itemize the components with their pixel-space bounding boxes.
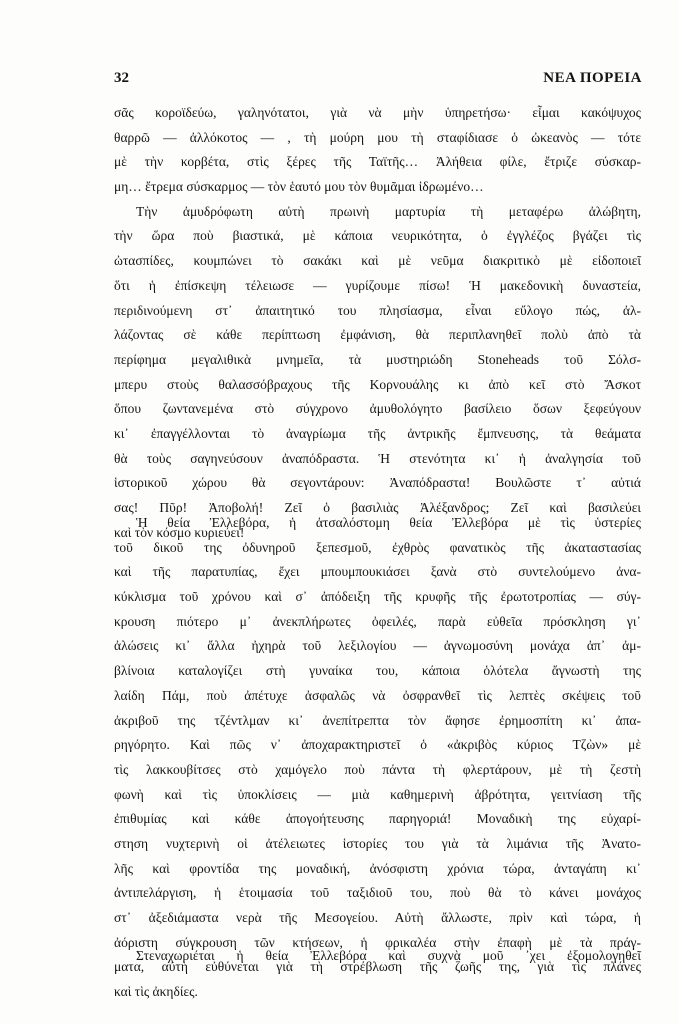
text-line: μὲ τὴν κορβέτα, στὶς ξέρες τῆς Ταϊτῆς… Ἀλήθεια φίλε, ἔτριζε σύσκαρ- <box>114 154 641 170</box>
text-line: θαρρῶ — ἀλλόκοτος — , τὴ μούρη μου τὴ σταφίδιασε ὁ ὠκεανὸς — τότε <box>114 129 641 145</box>
text-line: περιδινούμενη στ᾽ ἀπαιτητικό του πλησίασμα, εἶναι εὔλογο πώς, ἀλ- <box>114 302 641 318</box>
page-number: 32 <box>114 70 129 86</box>
paragraph <box>114 101 641 545</box>
text-line: περίφημα μεγαλιθικὰ μνημεῖα, τὰ μυστηριώδη Stoneheads τοῦ Σόλσ- <box>114 351 641 367</box>
text-line: ἀόριστη σύγκρουση τῶν κτήσεων, ἡ φρικαλέα στὴν ἐπαφὴ μὲ τὰ πράγ- <box>114 934 641 950</box>
text-line: καὶ τῆς παρατυπίας, ἔχει μπουμπουκιάσει ξανὰ στὸ συντελούμενο ἀνα- <box>114 564 641 580</box>
text-line: τοῦ δικοῦ της ὀδυνηροῦ ξεπεσμοῦ, ἐχθρὸς φανατικὸς τῆς ἀκαταστασίας <box>114 539 641 555</box>
text-line: σᾶς κοροϊδεύω, γαληνότατοι, γιὰ νὰ μὴν ὑπηρετήσω· εἶμαι κακόψυχος <box>114 105 641 120</box>
text-line: κύκλισμα τοῦ χρόνου καὶ σ᾽ ἀπόδειξη τῆς κρυφῆς τῆς ἐρωτοτροπίας — σύγ- <box>114 589 641 605</box>
text-line: ρηγόρητο. Καὶ πῶς ν᾽ ἀποχαρακτηριστεῖ ὁ «ἀκριβὸς κύριος Τζὼν» μὲ <box>114 737 641 753</box>
page-header <box>112 70 642 92</box>
text-line: τὶς λακκουβίτσες στὸ χαμόγελο ποὺ πάντα τὴ φλερτάρουν, μὲ τὴ ζεστὴ <box>114 761 641 777</box>
text-line: μπερυ στοὺς θαλασσόβραχους τῆς Κορνουάλης κι ἀπὸ κεῖ στὸ Ἄσκοτ <box>114 376 641 392</box>
text-line: ἀλώσεις κι᾽ ἄλλα ἠχηρὰ τοῦ λεξιλογίου — ἀγνωμοσύνη μονάχα ἀπ᾽ ἀμ- <box>114 638 641 654</box>
text-line: καὶ τὶς ἀκηδίες. <box>114 984 198 1000</box>
text-line: Ἡ θεία Ἐλλεβόρα, ἡ ἀτσαλόστομη θεία Ἐλλεβόρα μὲ τὶς ὑστερίες <box>136 515 641 530</box>
text-line: καὶ τὸν κόσμο κυριεύει! <box>114 524 245 540</box>
text-line: Στεναχωριέται ἡ θεία Ἐλλεβόρα καὶ συχνὰ μοῦ ᾽χει ἐξομολογηθεῖ <box>136 948 641 963</box>
paragraph <box>114 511 641 1005</box>
text-line: ἱστορικοῦ χώρου θὰ σεγοντάρουν: Ἀναπόδραστα! Βουλῶστε τ᾽ αὐτιά <box>114 475 641 491</box>
text-line: ἀντιπελάργιση, ἡ ἑτοιμασία τοῦ ταξιδιοῦ του, ποὺ θὰ τὸ κάνει μονάχος <box>114 885 641 901</box>
text-line: σας! Πῦρ! Ἀποβολή! Ζεῖ ὁ βασιλιὰς Ἀλέξανδρος; Ζεῖ καὶ βασιλεύει <box>114 500 641 515</box>
text-line: κρουση πιότερο μ᾽ ἀνεκπλήρωτες ὀφειλές, παρὰ εὐθεῖα πρόσκληση γι᾽ <box>114 613 641 629</box>
text-line: μη… ἔτρεμα σύσκαρμος — τὸν ἑαυτό μου τὸν θυμᾶμαι ἱδρωμένο… <box>114 179 484 195</box>
text-line: κι᾽ ἐπαγγέλλονται τὸ ἀναγρίωμα τῆς ἀντρικῆς ἔμπνευσης, τὰ θεάματα <box>114 425 641 441</box>
running-head: ΝΕΑ ΠΟΡΕΙΑ <box>543 70 642 86</box>
paragraph <box>114 944 641 969</box>
text-line: στ᾽ ἀξεδιάμαστα νερὰ τῆς Μεσογείου. Αὐτὴ ἄλλωστε, πρὶν καὶ τώρα, ἡ <box>114 910 641 925</box>
text-line: στηση νυχτερινὴ οἱ ἀτέλειωτες ἱστορίες του γιὰ τὰ λιμάνια τῆς Ἀνατο- <box>114 835 641 851</box>
text-line: Τὴν ἀμυδρόφωτη αὐτὴ πρωινὴ μαρτυρία τὴ μεταφέρω ἀλώβητη, <box>136 203 641 219</box>
text-line: θὰ τοὺς σαγηνεύσουν ἀναπόδραστα. Ἡ στενότητα κι᾽ ἡ ἀναλγησία τοῦ <box>114 450 641 466</box>
text-line: βλίνοια καταλογίζει στὴ γυναίκα του, κάποια ὁλότελα ἄγνωστὴ της <box>114 663 641 679</box>
text-line: λαίδη Πάμ, ποὺ ἀπέτυχε ἀσφαλῶς νὰ ὀσφρανθεῖ τὶς λεπτὲς σκέψεις τοῦ <box>114 687 641 703</box>
text-line: φωνὴ καὶ τὶς ὑποκλίσεις — μιὰ καθημερινὴ ἀβρότητα, γειτνίαση τῆς <box>114 786 641 802</box>
text-line: λάζοντας σὲ κάθε περίπτωση ἐμφάνιση, θὰ περιπλανηθεῖ πολὺ ἀπὸ τὰ <box>114 327 641 343</box>
text-line: ματα, αὐτὴ εὐθύνεται γιὰ τὴ στρέβλωση τῆς ζωῆς της, γιὰ τὶς πλάνες <box>114 959 641 975</box>
text-line: ἐπιθυμίας καὶ κάθε ἀπογοήτευσης παρηγοριά! Μοναδικὴ της εὐχαρί- <box>114 811 641 827</box>
text-line: λῆς καὶ φροντίδα της μοναδική, ἀνόσφιστη χρόνια τώρα, ἀνταγάπη κι᾽ <box>114 860 641 876</box>
text-line: ὅπου ζωντανεμένα στὸ σύγχρονο ἀμυθολόγητο βασίλειο ὅσων ξεφεύγουν <box>114 401 641 417</box>
text-line: ὠτασπίδες, κουμπώνει τὸ σακάκι καὶ μὲ νεῦμα διακριτικὸ μὲ εἰδοποιεῖ <box>114 253 641 269</box>
text-line: τὴν ὥρα ποὺ βιαστικά, μὲ κάποια νευρικότητα, ὁ ἐγγλέζος βγάζει τὶς <box>114 228 641 244</box>
text-line: ἀκριβοῦ της τζέντλμαν κι᾽ ἀνεπίτρεπτα τὸν ἄφησε ἐρημοσπίτη κι᾽ ἀπα- <box>114 712 641 728</box>
text-line: ὅτι ἡ ἐπίσκεψη τέλειωσε — γυρίζουμε πίσω! Ἡ μακεδονικὴ δυναστεία, <box>114 277 641 293</box>
